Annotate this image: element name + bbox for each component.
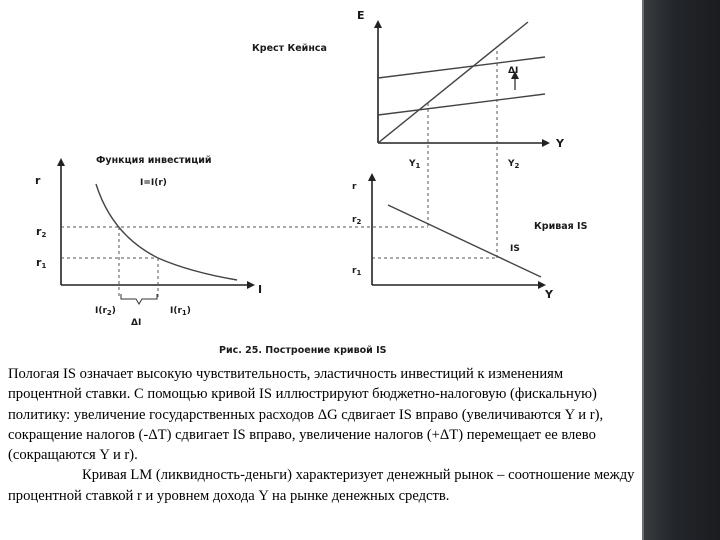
investment-formula: I=I(r) — [140, 178, 167, 188]
axis-r-left-label: r — [35, 174, 41, 187]
r1-right-label: $r_1$ — [352, 266, 362, 277]
y1-label: $Y_1$ — [409, 159, 421, 170]
investment-curve — [96, 184, 237, 280]
axis-e-label: E — [357, 9, 365, 22]
is-label: IS — [510, 244, 520, 254]
investment-title: Функция инвестиций — [96, 155, 212, 166]
keynes-45-degree-line — [378, 22, 528, 143]
axis-y-label-top: Y — [556, 137, 564, 150]
axis-i-label: I — [258, 283, 263, 296]
keynes-cross-panel — [252, 9, 565, 170]
paragraph-is-slope: Пологая IS означает высокую чувствительность, эластичность инвестиций к изменениям процентной ставки. С помощью кривой IS иллюстрируют бюджетно-налоговую (фискальную) политику: увеличение государственных расходов ΔG сдвигает IS вправо (увеличиваются Y и r), сокращение налогов (-ΔT) сдвигает IS вправо, увеличение налогов (+ΔT) перемещает ее влево (сокращаются Y и r). — [8, 366, 604, 464]
keynes-title: Крест Кейнса — [252, 43, 327, 54]
axis-y-label-bottom: Y — [545, 288, 553, 301]
decorative-sidebar — [642, 0, 720, 540]
body-text — [8, 364, 636, 506]
paragraph-lm-curve — [8, 465, 636, 506]
investment-function-panel — [35, 155, 262, 328]
is-curve — [388, 205, 541, 277]
delta-i-top-label: ΔI — [508, 66, 519, 76]
y2-label: $Y_2$ — [508, 159, 520, 170]
paragraph-lm-text: Кривая LM (ликвидность-деньги) характеризует денежный рынок – соотношение между процентной ставкой r и уровнем дохода Y на рынке денежных средств. — [8, 467, 635, 504]
r1-left-label: r1 — [36, 256, 47, 270]
r2-right-label: $r_2$ — [352, 215, 362, 226]
i-r2-label: $I(r_2)$ — [95, 306, 116, 317]
axis-r-right-label: r — [352, 182, 357, 192]
i-r1-label: $I(r_1)$ — [170, 306, 191, 317]
figure-caption: Рис. 25. Построение кривой IS — [219, 345, 387, 356]
delta-i-bottom-label: ΔI — [131, 318, 142, 328]
r2-left-label: r2 — [36, 225, 47, 239]
delta-i-brace — [121, 294, 157, 304]
is-curve-title: Кривая IS — [534, 221, 588, 232]
keynes-expenditure-line-lower — [378, 94, 545, 115]
is-curve-panel — [352, 175, 588, 301]
